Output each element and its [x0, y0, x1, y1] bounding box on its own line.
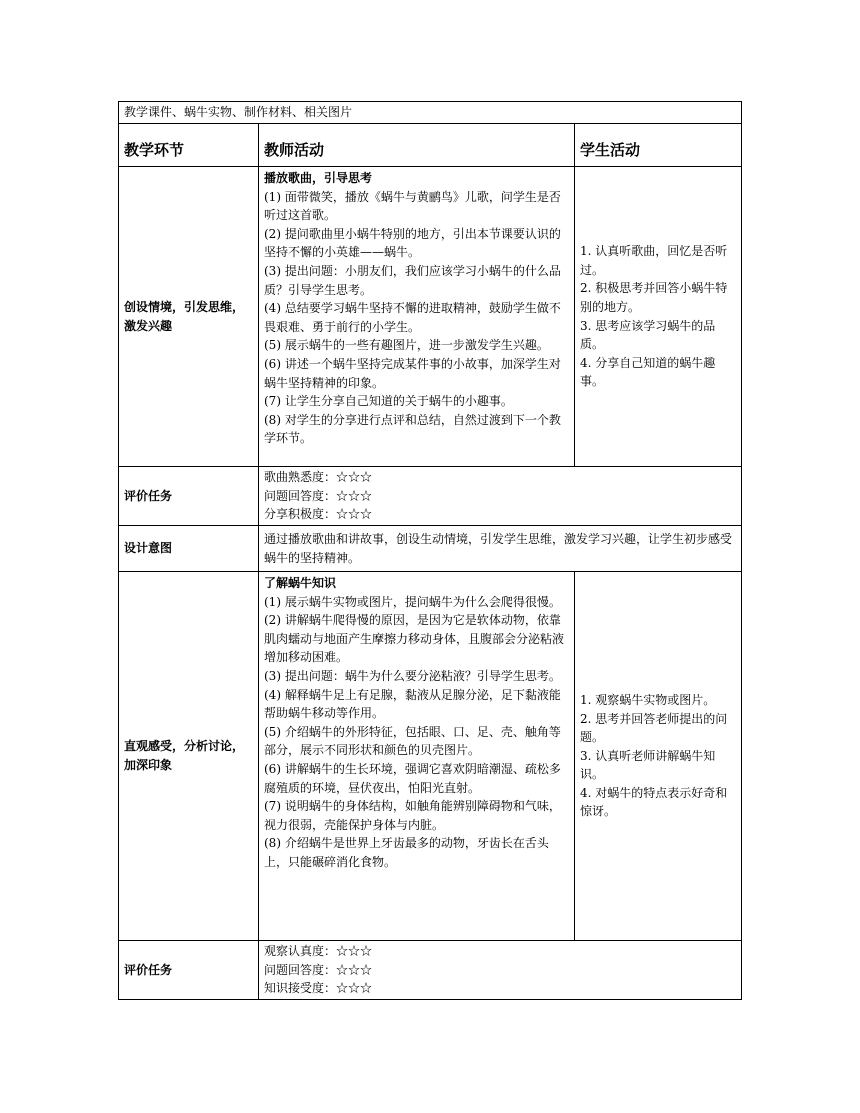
evaluation-items	[259, 941, 742, 1000]
evaluation-row-2	[119, 941, 742, 1000]
teacher-activity-item: (3) 提出问题：蜗牛为什么要分泌粘液？引导学生思考。	[264, 668, 561, 683]
evaluation-item: 分享积极度：☆☆☆	[264, 507, 373, 522]
student-activity-item: 3. 认真听老师讲解蜗牛知识。	[580, 748, 716, 782]
header-stage: 教学环节	[119, 124, 259, 167]
teacher-activity-item: (8) 对学生的分享进行点评和总结，自然过渡到下一个教学环节。	[264, 412, 561, 446]
section-row-1	[119, 167, 742, 467]
teacher-activity-item: (2) 讲解蜗牛爬得慢的原因，是因为它是软体动物，依靠肌肉蠕动与地面产生摩擦力移动身体，且腹部会分泌粘液增加移动困难。	[264, 613, 565, 665]
stage-label: 直观感受，分析讨论，加深印象	[119, 572, 259, 941]
evaluation-item: 歌曲熟悉度：☆☆☆	[264, 470, 373, 484]
student-activity-item: 4. 对蜗牛的特点表示好奇和惊讶。	[580, 785, 728, 819]
teacher-activity-item: (1) 展示蜗牛实物或图片，提问蜗牛为什么会爬得很慢。	[264, 594, 561, 609]
student-activity-cell	[575, 167, 742, 467]
teacher-activity-item: (3) 提出问题：小朋友们，我们应该学习小蜗牛的什么品质？引导学生思考。	[264, 263, 561, 297]
stage-label: 创设情境，引发思维，激发兴趣	[119, 167, 259, 467]
teacher-activity-item: (6) 讲解蜗牛的生长环境，强调它喜欢阴暗潮湿、疏松多腐殖质的环境，昼伏夜出，怕阳光直射。	[264, 761, 561, 795]
student-activity-cell	[575, 572, 742, 941]
header-teacher: 教师活动	[259, 124, 575, 167]
design-intent-label: 设计意图	[119, 526, 259, 572]
evaluation-item: 知识接受度：☆☆☆	[264, 981, 373, 996]
evaluation-item: 观察认真度：☆☆☆	[264, 944, 373, 958]
header-student: 学生活动	[575, 124, 742, 167]
evaluation-item: 问题回答度：☆☆☆	[264, 962, 373, 977]
section-row-2	[119, 572, 742, 941]
evaluation-item: 问题回答度：☆☆☆	[264, 488, 373, 503]
teacher-activity-item: (4) 解释蜗牛足上有足腺，黏液从足腺分泌，足下黏液能帮助蜗牛移动等作用。	[264, 687, 561, 721]
teacher-activity-item: (1) 面带微笑，播放《蜗牛与黄鹂鸟》儿歌，问学生是否听过这首歌。	[264, 189, 561, 223]
student-activity-item: 1. 观察蜗牛实物或图片。	[580, 692, 716, 707]
student-activity-item: 2. 积极思考并回答小蜗牛特别的地方。	[580, 281, 728, 314]
header-row	[119, 124, 742, 167]
teacher-activity-item: (7) 让学生分享自己知道的关于蜗牛的小趣事。	[264, 394, 513, 409]
student-activity-item: 1. 认真听歌曲，回忆是否听过。	[580, 244, 728, 277]
evaluation-items	[259, 467, 742, 526]
teacher-activity-item: (6) 讲述一个蜗牛坚持完成某件事的小故事，加深学生对蜗牛坚持精神的印象。	[264, 356, 561, 390]
materials-row	[119, 102, 742, 124]
student-activity-item: 3. 思考应该学习蜗牛的品质。	[580, 318, 716, 352]
evaluation-row-1	[119, 467, 742, 526]
materials-text: 教学课件、蜗牛实物、制作材料、相关图片	[119, 102, 742, 124]
teacher-activity-cell	[259, 572, 575, 941]
teacher-activity-item: (5) 展示蜗牛的一些有趣图片，进一步激发学生兴趣。	[264, 338, 549, 353]
teacher-activity-item: (5) 介绍蜗牛的外形特征，包括眼、口、足、壳、触角等部分，展示不同形状和颜色的贝壳图片。	[264, 724, 561, 758]
student-activity-item: 4. 分享自己知道的蜗牛趣事。	[580, 355, 716, 389]
teacher-activity-item: (4) 总结要学习蜗牛坚持不懈的进取精神，鼓励学生做不畏艰难、勇于前行的小学生。	[264, 301, 561, 334]
teacher-activity-cell	[259, 167, 575, 467]
evaluation-label: 评价任务	[119, 941, 259, 1000]
teacher-activity-item: (7) 说明蜗牛的身体结构，如触角能辨别障碍物和气味，视力很弱，壳能保护身体与内脏。	[264, 799, 561, 832]
teacher-activity-item: (8) 介绍蜗牛是世界上牙齿最多的动物，牙齿长在舌头上，只能碾碎消化食物。	[264, 836, 549, 869]
design-intent-row	[119, 526, 742, 572]
student-activity-item: 2. 思考并回答老师提出的问题。	[580, 711, 728, 745]
lesson-plan-sheet	[118, 101, 741, 1000]
design-intent-text: 通过播放歌曲和讲故事，创设生动情境，引发学生思维，激发学习兴趣，让学生初步感受蜗牛的坚持精神。	[259, 526, 742, 572]
teacher-activity-title: 播放歌曲，引导思考	[264, 171, 373, 185]
evaluation-label: 评价任务	[119, 467, 259, 526]
teacher-activity-title: 了解蜗牛知识	[264, 576, 337, 590]
teacher-activity-item: (2) 提问歌曲里小蜗牛特别的地方，引出本节课要认识的坚持不懈的小英雄——蜗牛。	[264, 226, 561, 260]
lesson-plan-table	[118, 101, 742, 1000]
